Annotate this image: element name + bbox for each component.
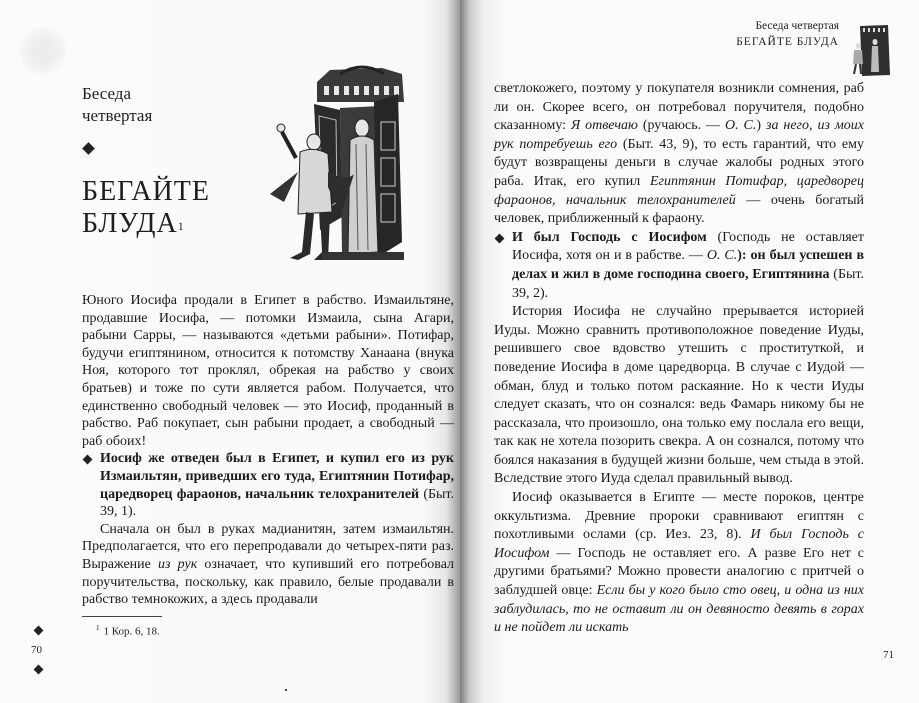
footnote-mark: 1	[96, 624, 100, 632]
italic-text: Я отвечаю	[570, 118, 638, 134]
text-run: — очень богатый человек, приближенный к фараону.	[494, 192, 864, 227]
chapter-label	[82, 83, 152, 127]
page-number: 70	[31, 644, 42, 656]
text-run: )	[756, 118, 766, 134]
diamond-ornament-icon	[82, 142, 95, 155]
italic-text: И был Господь с Иосифом	[494, 527, 864, 561]
paragraph: Юного Иосифа продали в Египет в рабство. Измаильтяне, продавшие Иосифа, — потомки Измаила, сына Агари, рабыни Сарры, — называются «детьми рабыни». Потифар, будучи египтянином, относится к потомству Ханаана (внука Ноя, которого тот проклял, обрекая на рабство у своих братьев) и тоже по сути является рабом. Получается, что единственно свободный человек — это Иосиф, проданный в рабство. Раб покупает, сын рабыни продает, а свободный — раб обоих!	[82, 293, 454, 449]
chapter-label-line: четвертая	[82, 106, 153, 125]
left-body-text	[82, 292, 454, 610]
footnote-marker: 1	[177, 219, 185, 233]
quote-bold-text: И был Господь с Иосифом	[512, 229, 707, 245]
text-run: — Господь не оставляет его. А разве Его нет с другими братьями? Можно провести аналогию с притчей о заблудшей овце:	[494, 545, 864, 599]
scripture-quote	[494, 229, 864, 303]
right-body-text	[494, 80, 864, 640]
italic-text: Если бы у кого было сто овец, и одна из них заблудилась, то не оставит ли он девяносто девять в горах и не пойдет ли искать	[494, 583, 864, 636]
italic-text: за него, из моих рук потребуешь его	[494, 118, 865, 152]
text-run: (ручаюсь. —	[637, 118, 725, 134]
diamond-bullet-icon	[495, 233, 505, 243]
chapter-label-line: Беседа	[82, 84, 131, 103]
miniature-illustration	[262, 62, 407, 268]
text-run: Иосиф оказывается в Египте — месте пороков, центре оккультизма. Древние пророки сравнивают египтян с похотливыми ослами (ср. Иез. 23, 8).	[494, 490, 864, 543]
chapter-title-line: БЕГАЙТЕ	[82, 176, 210, 207]
paragraph	[82, 521, 454, 609]
paragraph	[494, 489, 864, 638]
running-head-title: БЕГАЙТЕ БЛУДА	[736, 36, 839, 48]
italic-text: Египтянин Потифар, царедворец фараонов, начальник телохранителей	[494, 173, 864, 208]
paragraph	[494, 80, 864, 229]
text-run: светлокожего, поэтому у покупателя возникли сомнения, раб ли он. Скорее всего, он потребовал поручителя, подобно сказанному:	[494, 81, 864, 134]
italic-text: О. С.	[706, 248, 738, 264]
scripture-quote	[82, 450, 454, 520]
diamond-ornament-icon	[34, 626, 44, 636]
diamond-bullet-icon	[83, 455, 93, 465]
running-head	[736, 18, 839, 50]
chapter-title-line: БЛУДА	[82, 208, 178, 239]
chapter-title	[82, 176, 252, 240]
footnote-text: 1 Кор. 6, 18.	[103, 625, 160, 638]
right-page	[460, 0, 919, 703]
speck	[285, 689, 287, 691]
text-run: (Быт. 43, 9), то есть гарантий, что ему будут возвращены деньги в случае жалобы родных этого раба. Итак, его купил	[494, 136, 864, 189]
italic-text: из рук	[158, 556, 198, 572]
bleed-through-ornament	[18, 26, 68, 76]
miniature-thumbnail	[848, 20, 894, 78]
footnote-rule	[82, 616, 162, 617]
running-head-line: Беседа четвертая	[755, 20, 839, 32]
text-run: Сначала он был в руках мадианитян, затем измаильтян. Предполагается, что его перепродавали до четырех-пяти раз. Выражение	[82, 521, 454, 572]
quote-bold-text: Иосиф же отведен был в Египет, и купил его из рук Измаильтян, приведших его туда, Египтянин Потифар, царедворец фараонов, начальник телохранителей	[100, 451, 454, 502]
italic-text: О. С.	[725, 118, 757, 134]
text-run: (Господь не оставляет Иосифа, хотя он и в рабстве. —	[512, 229, 864, 264]
diamond-ornament-icon	[34, 665, 44, 675]
scripture-reference: (Быт. 39, 2).	[512, 266, 864, 301]
text-run: означает, что купивший его потребовал поручительства, поскольку, как правило, белые продавали в рабство темнокожих, а здесь продавали	[82, 556, 455, 608]
footnote	[96, 621, 160, 639]
quote-bold-text: ): он был успешен в делах и жил в доме господина своего, Египтянина	[512, 248, 865, 282]
paragraph: История Иосифа не случайно прерывается историей Иуды. Можно сравнить противоположное поведение Иуды, решившего свое вдовство утешить с проституткой, и поведение Иосифа в доме царедворца. В случае с Иудой — обман, блуд и только потом раскаяние. Но к чести Иуды следует сказать, что он сознался: ведь Фамарь никому бы не рассказала, что произошло, она только ему послала его вещи, так как не хотела позорить свекра. А он сознался, потому что боялся наказания в будущей жизни больше, чем стыда в этой. Вследствие этого Иуда сделал правильный вывод.	[494, 304, 864, 487]
page-number: 71	[883, 649, 894, 661]
scripture-reference: (Быт. 39, 1).	[100, 486, 454, 520]
